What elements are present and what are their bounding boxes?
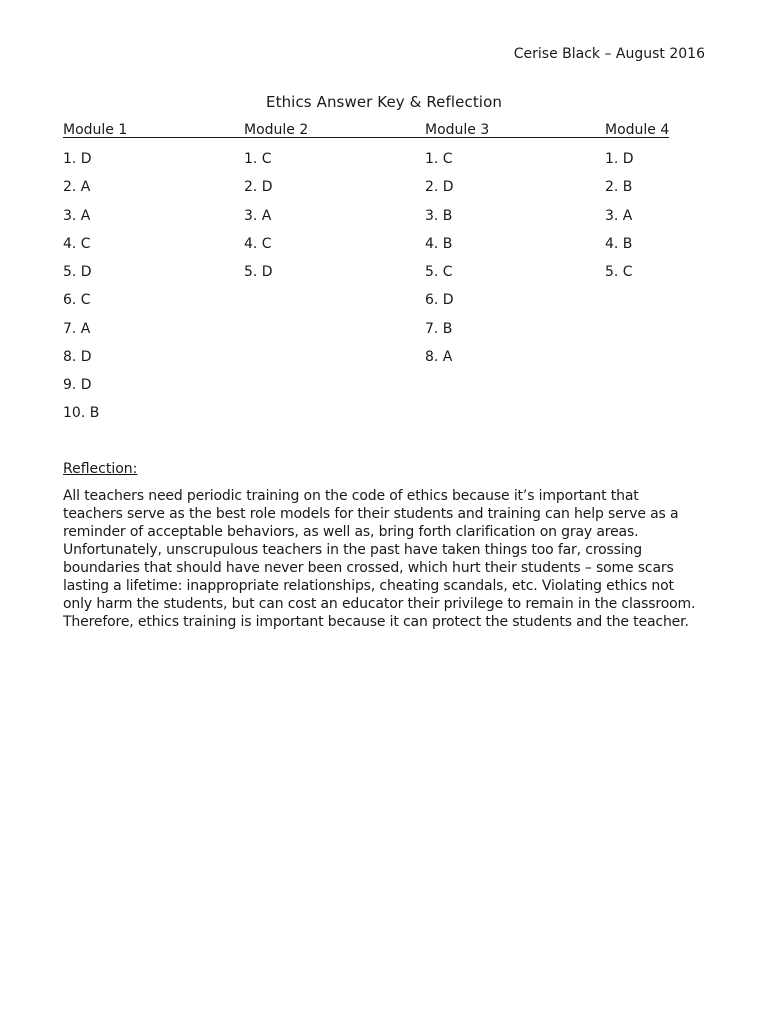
answer-item: 5. D (244, 264, 273, 280)
reflection-line: boundaries that should have never been crossed, which hurt their students – some scars (63, 560, 674, 576)
author-date-line: Cerise Black – August 2016 (513, 46, 705, 62)
answer-list (63, 150, 99, 433)
module-column (605, 121, 745, 280)
answer-item: 6. D (425, 292, 454, 309)
answer-item: 3. A (63, 207, 91, 224)
reflection-line: teachers serve as the best role models for their students and training can help serve as a (63, 506, 679, 522)
answer-item: 1. D (63, 151, 92, 167)
answer-item: 4. B (605, 235, 633, 252)
module-column (244, 121, 384, 280)
answer-item: 4. C (244, 235, 272, 252)
answer-item: 3. A (244, 207, 272, 224)
module-header: Module 3 (425, 122, 490, 138)
answer-item: 5. C (425, 264, 453, 280)
answer-item: 7. A (63, 320, 91, 337)
module-column (425, 121, 565, 365)
answer-item: 8. A (425, 348, 453, 365)
module-header: Module 2 (244, 122, 309, 138)
answer-list (244, 150, 273, 291)
answer-item: 10. B (63, 405, 100, 422)
module-header: Module 4 (605, 122, 670, 138)
answer-item: 3. B (425, 207, 453, 224)
reflection-line: reminder of acceptable behaviors, as well as, bring forth clarification on gray areas. (63, 524, 639, 540)
answer-item: 2. D (244, 179, 273, 196)
module-column (63, 121, 203, 422)
answer-list (605, 150, 634, 291)
reflection-line: All teachers need periodic training on the code of ethics because it’s important that (63, 488, 639, 504)
reflection-line: lasting a lifetime: inappropriate relationships, cheating scandals, etc. Violating ethics not (63, 578, 674, 594)
answer-list (425, 150, 454, 376)
reflection-heading: Reflection: (63, 461, 138, 477)
answer-item: 4. C (63, 235, 91, 252)
answer-key-table (63, 121, 669, 426)
answer-item: 3. A (605, 207, 633, 224)
answer-item: 8. D (63, 348, 92, 365)
document-title: Ethics Answer Key & Reflection (266, 93, 502, 111)
answer-item: 2. B (605, 179, 633, 196)
answer-item: 5. C (605, 264, 633, 280)
answer-item: 6. C (63, 292, 91, 309)
reflection-paragraph (63, 487, 708, 631)
answer-item: 4. B (425, 235, 453, 252)
answer-item: 1. C (425, 151, 453, 167)
answer-item: 9. D (63, 377, 92, 393)
answer-item: 2. D (425, 179, 454, 196)
answer-item: 7. B (425, 320, 453, 337)
module-header: Module 1 (63, 122, 128, 138)
answer-item: 1. D (605, 151, 634, 167)
reflection-line: only harm the students, but can cost an educator their privilege to remain in the classroom. (63, 596, 696, 612)
reflection-line: Therefore, ethics training is important because it can protect the students and the teacher. (63, 614, 689, 630)
answer-item: 2. A (63, 179, 91, 196)
answer-item: 5. D (63, 264, 92, 280)
answer-item: 1. C (244, 151, 272, 167)
reflection-line: Unfortunately, unscrupulous teachers in the past have taken things too far, crossing (63, 542, 643, 558)
